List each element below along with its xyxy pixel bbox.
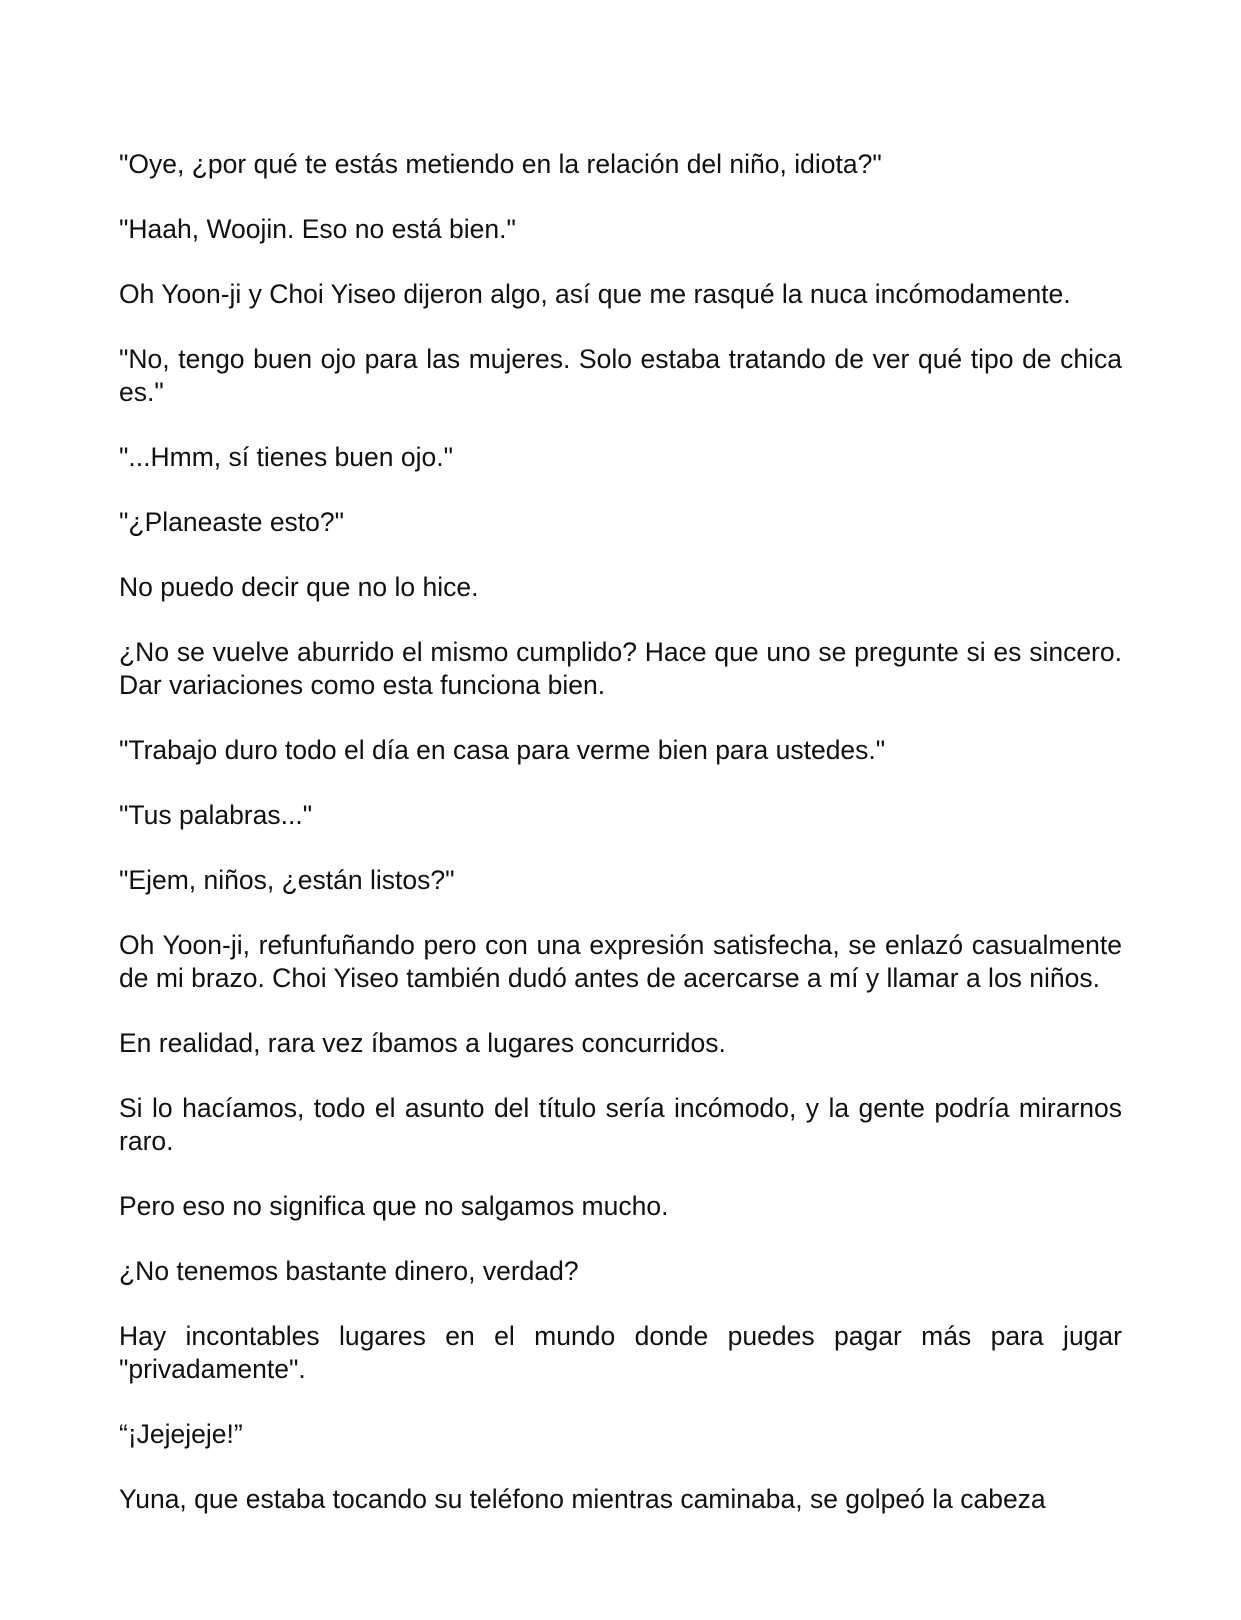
- document-body: [119, 148, 1122, 1548]
- paragraph: No puedo decir que no lo hice.: [119, 572, 479, 602]
- paragraph: "Haah, Woojin. Eso no está bien.": [119, 214, 516, 244]
- paragraph: Oh Yoon-ji, refunfuñando pero con una expresión satisfecha, se enlazó casualmente de mi brazo. Choi Yiseo también dudó antes de acercarse a mí y llamar a los niños.: [119, 930, 1122, 993]
- paragraph: Pero eso no significa que no salgamos mucho.: [119, 1191, 669, 1221]
- paragraph: Oh Yoon-ji y Choi Yiseo dijeron algo, así que me rasqué la nuca incómodamente.: [119, 279, 1071, 309]
- paragraph: "No, tengo buen ojo para las mujeres. Solo estaba tratando de ver qué tipo de chica es.": [119, 344, 1122, 407]
- paragraph: “¡Jejejeje!”: [119, 1419, 243, 1449]
- paragraph: "Ejem, niños, ¿están listos?": [119, 865, 455, 895]
- paragraph: "¿Planeaste esto?": [119, 507, 345, 537]
- paragraph: En realidad, rara vez íbamos a lugares concurridos.: [119, 1028, 726, 1058]
- paragraph: "Trabajo duro todo el día en casa para verme bien para ustedes.": [119, 735, 886, 765]
- paragraph: "Oye, ¿por qué te estás metiendo en la relación del niño, idiota?": [119, 149, 882, 179]
- paragraph: ¿No tenemos bastante dinero, verdad?: [119, 1256, 579, 1286]
- paragraph: Yuna, que estaba tocando su teléfono mientras caminaba, se golpeó la cabeza: [119, 1484, 1046, 1514]
- paragraph: "Tus palabras...": [119, 800, 313, 830]
- paragraph: ¿No se vuelve aburrido el mismo cumplido? Hace que uno se pregunte si es sincero. Dar variaciones como esta funciona bien.: [119, 637, 1122, 700]
- paragraph: Hay incontables lugares en el mundo donde puedes pagar más para jugar "privadamente".: [119, 1321, 1122, 1384]
- paragraph: Si lo hacíamos, todo el asunto del título sería incómodo, y la gente podría mirarnos raro.: [119, 1093, 1122, 1156]
- paragraph: "...Hmm, sí tienes buen ojo.": [119, 442, 454, 472]
